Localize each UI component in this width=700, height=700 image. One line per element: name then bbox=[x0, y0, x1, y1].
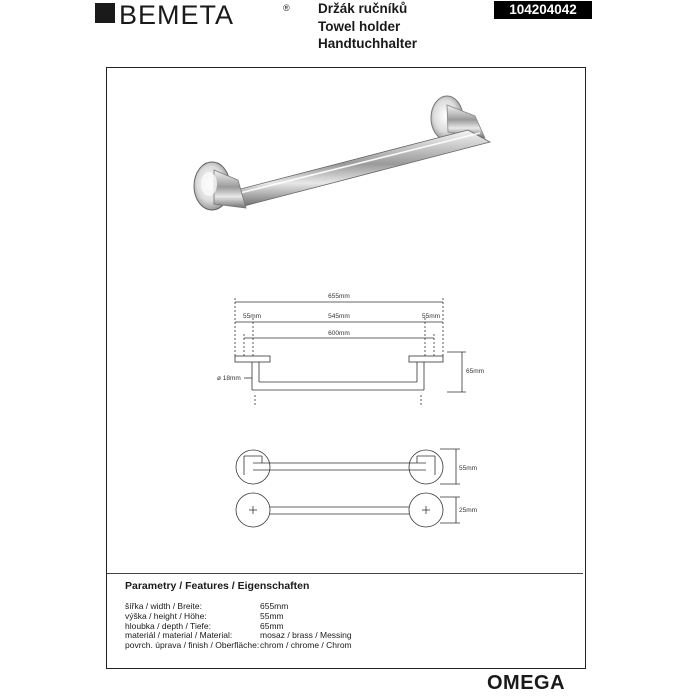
param-label: hloubka / depth / Tiefe: bbox=[125, 620, 212, 631]
dim-middle: 545mm bbox=[328, 313, 350, 320]
product-code: 104204042 bbox=[494, 1, 592, 19]
top-view bbox=[236, 449, 460, 484]
dim-depth: 65mm bbox=[466, 368, 485, 375]
dim-bar: 25mm bbox=[459, 507, 478, 514]
param-label: výška / height / Höhe: bbox=[125, 610, 207, 621]
dim-right: 55mm bbox=[421, 313, 441, 320]
brand-name: BEMETA bbox=[119, 0, 235, 30]
dim-height: 55mm bbox=[459, 465, 478, 472]
product-render bbox=[194, 96, 490, 210]
parameters-title: Parametry / Features / Eigenschaften bbox=[125, 580, 310, 592]
param-row bbox=[125, 641, 352, 651]
title-cz: Držák ručníků bbox=[318, 1, 408, 16]
dim-diameter: ø 18mm bbox=[217, 375, 241, 382]
bottom-view bbox=[236, 493, 460, 527]
param-value: mosaz / brass / Messing bbox=[260, 630, 352, 641]
dim-left: 55mm bbox=[242, 313, 262, 320]
registered-icon: ® bbox=[283, 3, 290, 13]
param-value: 655mm bbox=[260, 601, 289, 611]
title-en: Towel holder bbox=[318, 18, 401, 34]
dim-total: 655mm bbox=[328, 293, 350, 300]
param-value: 55mm bbox=[260, 610, 284, 621]
param-label: materiál / material / Material: bbox=[125, 630, 233, 641]
model-name: OMEGA bbox=[487, 672, 566, 694]
parameters-divider bbox=[107, 573, 583, 574]
param-value: 65mm bbox=[260, 620, 284, 631]
dim-center: 600mm bbox=[328, 330, 350, 337]
title-de: Handtuchhalter bbox=[318, 36, 418, 51]
parameters-table bbox=[125, 602, 352, 651]
param-value: chrom / chrome / Chrom bbox=[260, 640, 352, 651]
param-label: šířka / width / Breite: bbox=[125, 601, 202, 611]
param-label: povrch. úprava / finish / Oberfläche: bbox=[125, 640, 260, 651]
